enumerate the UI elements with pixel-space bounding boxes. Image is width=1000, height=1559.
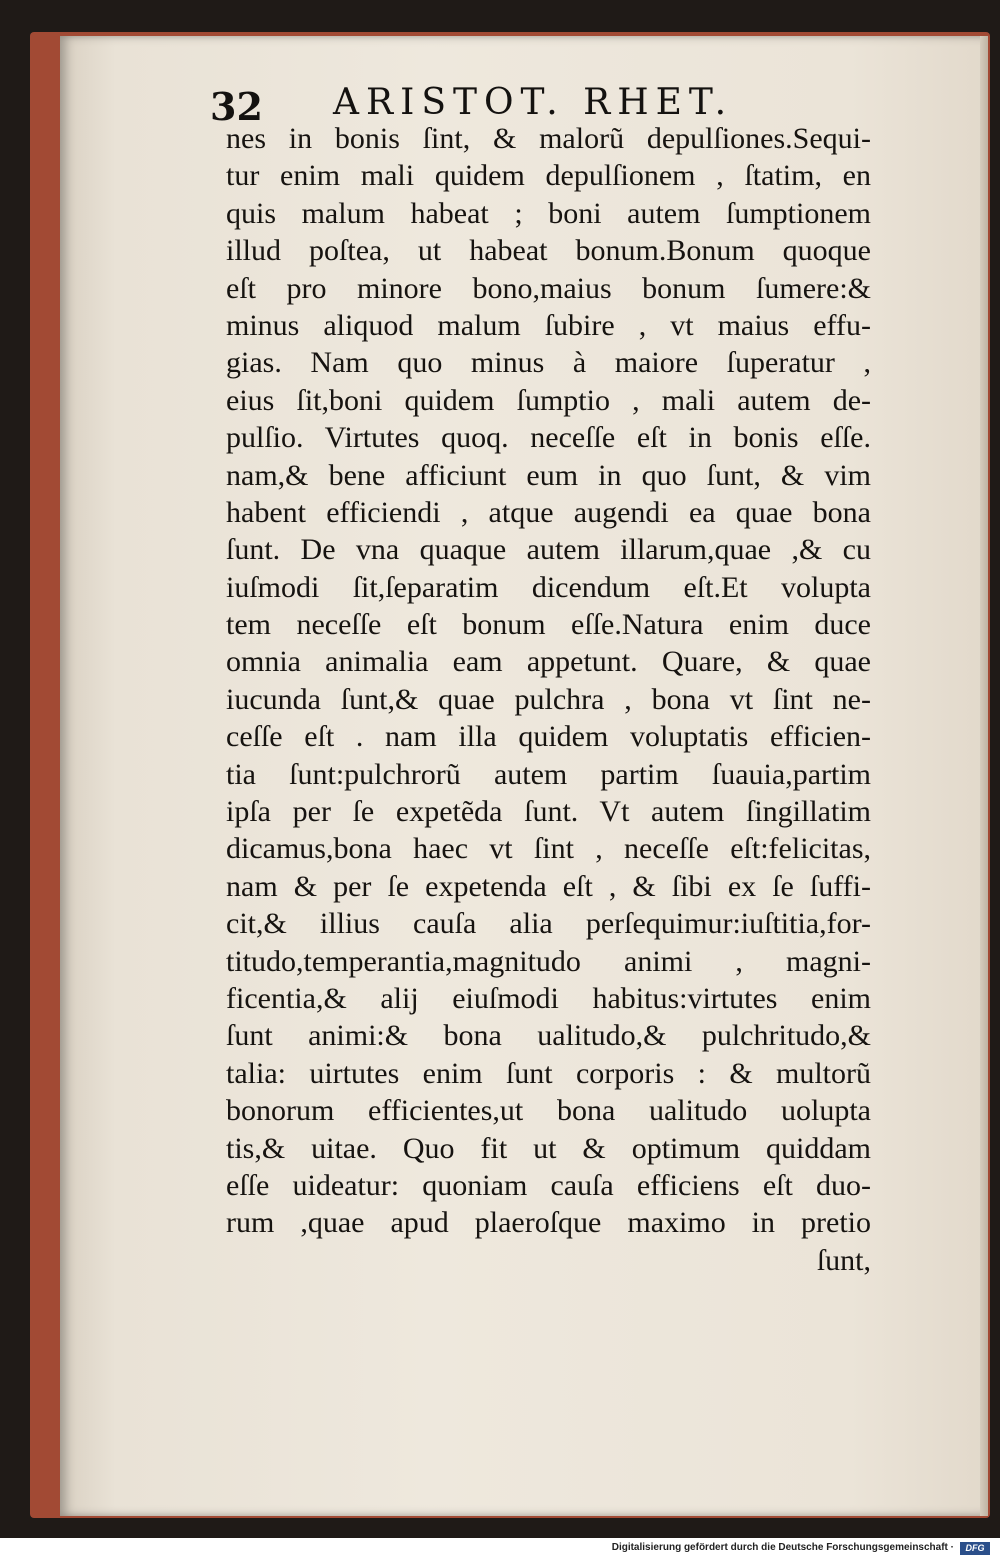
text-line: iuſmodi ſit,ſeparatim dicendum eſt.Et volupta [226,570,871,604]
page-number: 32 [210,84,263,129]
text-line: nes in bonis ſint, & malorũ depulſiones.Sequi- [226,122,871,155]
text-line: nam & per ſe expetenda eſt , & ſibi ex ſe ſuffi- [226,869,871,903]
text-line: tur enim mali quidem depulſionem , ſtatim, en [226,159,871,193]
text-line: rum ,quae apud plaeroſque maximo in pretio [226,1206,871,1240]
text-line: eius ſit,boni quidem ſumptio , mali autem de- [226,383,871,417]
text-line: dicamus,bona haec vt ſint , neceſſe eſt:felicitas, [226,832,871,866]
text-line: eſt pro minore bono,maius bonum ſumere:& [226,271,871,305]
text-line: ceſſe eſt . nam illa quidem voluptatis efficien- [226,720,871,754]
text-line: minus aliquod malum ſubire , vt maius effu- [226,308,871,342]
text-line: tis,& uitae. Quo fit ut & optimum quiddam [226,1131,871,1165]
text-line: habent efficiendi , atque augendi ea quae bona [226,495,871,529]
text-line: ficentia,& alij eiuſmodi habitus:virtutes enim [226,981,871,1015]
text-line: illud poſtea, ut habeat bonum.Bonum quoque [226,234,871,268]
text-line: eſſe uideatur: quoniam cauſa efficiens eſt duo- [226,1168,871,1202]
text-line: omnia animalia eam appetunt. Quare, & quae [226,645,871,679]
running-title: ARISTOT. RHET. [333,82,734,123]
text-line: nam,& bene afficiunt eum in quo ſunt, & vim [226,458,871,492]
page-edge [980,36,988,1516]
text-line: ſunt animi:& bona ualitudo,& pulchritudo,& [226,1019,871,1053]
text-line: quis malum habeat ; boni autem ſumptionem [226,196,871,230]
dfg-logo-icon: DFG [960,1542,990,1555]
text-line: cit,& illius cauſa alia perſequimur:iuſtitia,for- [226,907,871,941]
text-line: ipſa per ſe expetẽda ſunt. Vt autem ſingillatim [226,795,871,829]
funding-credit: Digitalisierung gefördert durch die Deutsche Forschungsgemeinschaft · [611,1542,954,1553]
text-line: gias. Nam quo minus à maiore ſuperatur , [226,346,871,380]
text-line: ſunt. De vna quaque autem illarum,quae ,& cu [226,533,871,567]
text-line: talia: uirtutes enim ſunt corporis : & multorũ [226,1056,871,1090]
catchword: ſunt, [816,1243,871,1277]
footer-bar [0,1538,1000,1559]
text-line: pulſio. Virtutes quoq. neceſſe eſt in bonis eſſe. [226,421,871,455]
body-text [226,120,871,1279]
text-line: iucunda ſunt,& quae pulchra , bona vt ſint ne- [226,682,871,716]
text-line: tem neceſſe eſt bonum eſſe.Natura enim duce [226,608,871,642]
text-line: bonorum efficientes,ut bona ualitudo uolupta [226,1094,871,1128]
text-line: tia ſunt:pulchrorũ autem partim ſuauia,partim [226,757,871,791]
text-line: titudo,temperantia,magnitudo animi , magni- [226,944,871,978]
